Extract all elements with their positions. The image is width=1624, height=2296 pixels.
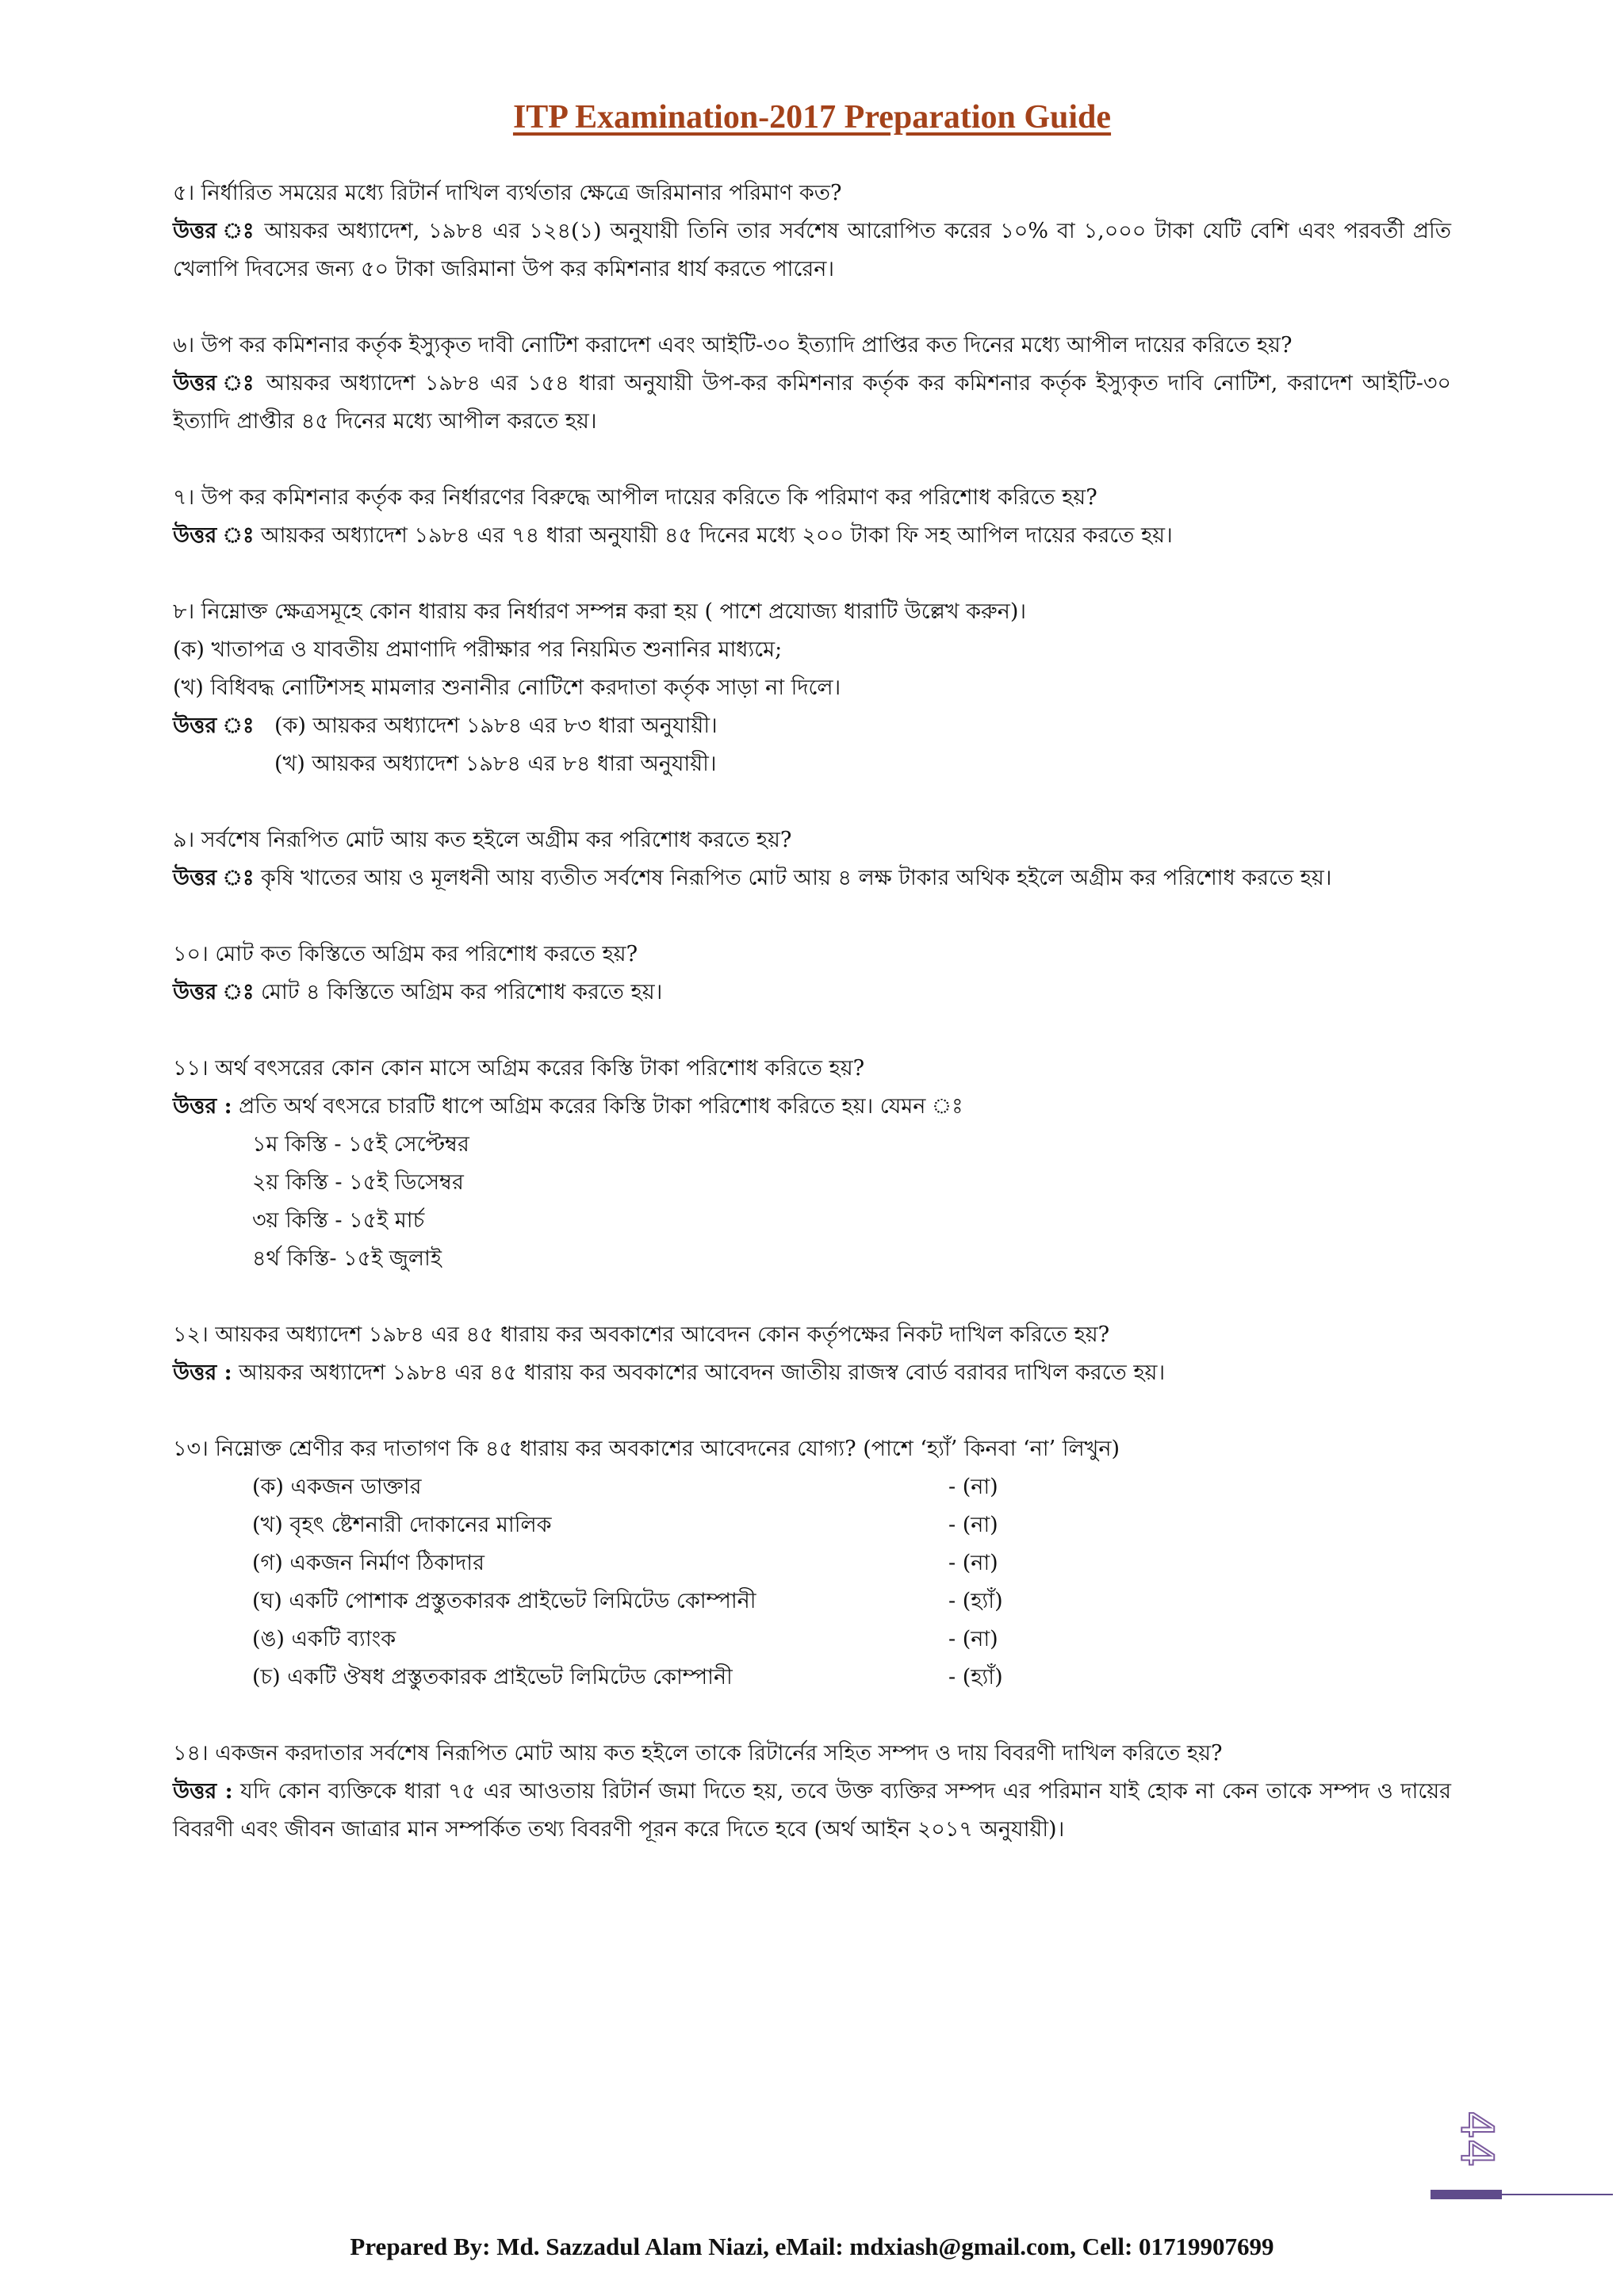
case-a: (ক) খাতাপত্র ও যাবতীয় প্রমাণাদি পরীক্ষার পর নিয়মিত শুনানির মাধ্যমে; (173, 637, 783, 662)
answer-text (173, 1088, 1451, 1126)
answer-body: যদি কোন ব্যক্তিকে ধারা ৭৫ এর আওতায় রিটার্ন জমা দিতে হয়, তবে উক্ত ব্যক্তির সম্পদ এর পরিমান যাই হোক না কেন তাকে সম্পদ ও দায়ের বিবরণী এবং জীবন জাত্রার মান সম্পর্কিত তথ্য বিবরণী পূরন করে দিতে হবে (অর্থ আইন ২০১৭ অনুযায়ী)। (173, 1779, 1451, 1842)
question-8 (173, 593, 1451, 783)
answer-body: প্রতি অর্থ বৎসরে চারটি ধাপে অগ্রিম করের কিস্তি টাকা পরিশোধ করিতে হয়। যেমন ঃ (239, 1094, 963, 1119)
page-number (1451, 2110, 1503, 2168)
answer-text (173, 859, 1451, 897)
installment-list (173, 1126, 1451, 1278)
question-7 (173, 479, 1451, 555)
answer-a: (ক) আয়কর অধ্যাদেশ ১৯৮৪ এর ৮৩ ধারা অনুযায়ী। (274, 714, 718, 738)
question-14 (173, 1735, 1451, 1849)
answer-text (173, 974, 1451, 1012)
answer-text (173, 517, 1451, 555)
option-label: (খ) বৃহৎ ষ্টেশনারী দোকানের মালিক (252, 1513, 552, 1537)
page-number-text: 44 (1451, 2110, 1503, 2168)
question-12 (173, 1316, 1451, 1392)
list-item: ২য় কিস্তি - ১৫ই ডিসেম্বর (252, 1170, 464, 1195)
list-item: ১ম কিস্তি - ১৫ই সেপ্টেম্বর (252, 1132, 469, 1157)
list-item (252, 1582, 1451, 1621)
question-text: ৫। নির্ধারিত সময়ের মধ্যে রিটার্ন দাখিল ব্যর্থতার ক্ষেত্রে জরিমানার পরিমাণ কত? (173, 181, 842, 205)
option-result: - (না) (948, 1551, 998, 1575)
question-text: ৭। উপ কর কমিশনার কর্তৃক কর নির্ধারণের বিরুদ্ধে আপীল দায়ের করিতে কি পরিমাণ কর পরিশোধ করিতে হয়? (173, 485, 1097, 510)
case-b: (খ) বিধিবদ্ধ নোটিশসহ মামলার শুনানীর নোটিশে করদাতা কর্তৃক সাড়া না দিলে। (173, 675, 841, 700)
page-title: ITP Examination-2017 Preparation Guide (512, 99, 1112, 136)
option-list (173, 1468, 1451, 1697)
answer-text (173, 1773, 1451, 1849)
question-text: ১১। অর্থ বৎসরের কোন কোন মাসে অগ্রিম করের কিস্তি টাকা পরিশোধ করিতে হয়? (173, 1056, 865, 1081)
question-text: ৯। সর্বশেষ নিরূপিত মোট আয় কত হইলে অগ্রীম কর পরিশোধ করতে হয়? (173, 828, 792, 852)
answer-text (173, 707, 1451, 745)
question-5 (173, 174, 1451, 289)
answer-text (173, 365, 1451, 441)
answer-label: উত্তর : (173, 1360, 232, 1385)
question-9 (173, 821, 1451, 897)
answer-body: আয়কর অধ্যাদেশ, ১৯৮৪ এর ১২৪(১) অনুযায়ী তিনি তার সর্বশেষ আরোপিত করের ১০% বা ১,০০০ টাকা যেটি বেশি এবং পরবর্তী প্রতি খেলাপি দিবসের জন্য ৫০ টাকা জরিমানা উপ কর কমিশনার ধার্য করতে পারেন। (173, 219, 1451, 281)
list-item (252, 1621, 1451, 1659)
footer-accent-bar (1431, 2190, 1502, 2199)
answer-text (173, 212, 1451, 289)
option-result: - (হ্যাঁ) (948, 1665, 1003, 1689)
list-item: ৩য় কিস্তি - ১৫ই মার্চ (252, 1208, 425, 1233)
question-13 (173, 1430, 1451, 1697)
list-item (252, 1544, 1451, 1582)
answer-label: উত্তর ঃ (173, 219, 256, 243)
option-result: - (না) (948, 1513, 998, 1537)
list-item (252, 1468, 1451, 1506)
option-result: - (হ্যাঁ) (948, 1589, 1003, 1613)
answer-label: উত্তর : (173, 1094, 232, 1119)
answer-body: মোট ৪ কিস্তিতে অগ্রিম কর পরিশোধ করতে হয়। (260, 980, 663, 1004)
question-11 (173, 1050, 1451, 1278)
option-label: (চ) একটি ঔষধ প্রস্তুতকারক প্রাইভেট লিমিটেড কোম্পানী (252, 1665, 733, 1689)
question-10 (173, 936, 1451, 1012)
answer-b: (খ) আয়কর অধ্যাদেশ ১৯৮৪ এর ৮৪ ধারা অনুযায়ী। (274, 752, 717, 776)
answer-body: আয়কর অধ্যাদেশ ১৯৮৪ এর ৭৪ ধারা অনুযায়ী ৪৫ দিনের মধ্যে ২০০ টাকা ফি সহ আপিল দায়ের করতে হয়। (260, 523, 1173, 548)
footer-credit: Prepared By: Md. Sazzadul Alam Niazi, eMail: mdxiash@gmail.com, Cell: 01719907699 (350, 2233, 1274, 2260)
question-text: ১৪। একজন করদাতার সর্বশেষ নিরূপিত মোট আয় কত হইলে তাকে রিটার্নের সহিত সম্পদ ও দায় বিবরণী দাখিল করিতে হয়? (173, 1741, 1223, 1766)
list-item (252, 1506, 1451, 1544)
answer-body: আয়কর অধ্যাদেশ ১৯৮৪ এর ৪৫ ধারায় কর অবকাশের আবেদন জাতীয় রাজস্ব বোর্ড বরাবর দাখিল করতে হয়। (239, 1360, 1166, 1385)
qa-content (173, 174, 1451, 1887)
answer-label: উত্তর : (173, 1779, 233, 1804)
answer-body: কৃষি খাতের আয় ও মূলধনী আয় ব্যতীত সর্বশেষ নিরূপিত মোট আয় ৪ লক্ষ টাকার অথিক হইলে অগ্রীম কর পরিশোধ করতে হয়। (260, 866, 1332, 890)
question-6 (173, 327, 1451, 441)
answer-label: উত্তর ঃ (173, 523, 255, 548)
option-result: - (না) (948, 1475, 998, 1499)
list-item: ৪র্থ কিস্তি- ১৫ই জুলাই (252, 1246, 442, 1271)
question-text: ১৩। নিম্নোক্ত শ্রেণীর কর দাতাগণ কি ৪৫ ধারায় কর অবকাশের আবেদনের যোগ্য? (পাশে ‘হ্যাঁ’ কিনবা ‘না’ লিখুন) (173, 1437, 1120, 1461)
question-text: ৮। নিম্নোক্ত ক্ষেত্রসমূহে কোন ধারায় কর নির্ধারণ সম্পন্ন করা হয় ( পাশে প্রযোজ্য ধারাটি উল্লেখ করুন)। (173, 599, 1027, 624)
question-text: ১২। আয়কর অধ্যাদেশ ১৯৮৪ এর ৪৫ ধারায় কর অবকাশের আবেদন কোন কর্তৃপক্ষের নিকট দাখিল করিতে হয়? (173, 1322, 1110, 1347)
answer-text (173, 1354, 1451, 1392)
answer-label: উত্তর ঃ (173, 980, 255, 1004)
answer-label: উত্তর ঃ (173, 371, 257, 396)
option-label: (ক) একজন ডাক্তার (252, 1475, 422, 1499)
option-result: - (না) (948, 1627, 998, 1651)
question-text: ৬। উপ কর কমিশনার কর্তৃক ইস্যুকৃত দাবী নোটিশ করাদেশ এবং আইটি-৩০ ইত্যাদি প্রাপ্তির কত দিনের মধ্যে আপীল দায়ের করিতে হয়? (173, 333, 1293, 358)
option-label: (ঘ) একটি পোশাক প্রস্তুতকারক প্রাইভেট লিমিটেড কোম্পানী (252, 1589, 756, 1613)
answer-body: আয়কর অধ্যাদেশ ১৯৮৪ এর ১৫৪ ধারা অনুযায়ী উপ-কর কমিশনার কর্তৃক কর কমিশনার কর্তৃক ইস্যুকৃত দাবি নোটিশ, করাদেশ আইটি-৩০ ইত্যাদি প্রাপ্তীর ৪৫ দিনের মধ্যে আপীল করতে হয়। (173, 371, 1451, 434)
question-text: ১০। মোট কত কিস্তিতে অগ্রিম কর পরিশোধ করতে হয়? (173, 942, 638, 966)
list-item (252, 1659, 1451, 1697)
answer-label: উত্তর ঃ (173, 866, 255, 890)
option-label: (গ) একজন নির্মাণ ঠিকাদার (252, 1551, 485, 1575)
footer-rule (1502, 2194, 1613, 2195)
answer-label: উত্তর ঃ (173, 714, 255, 738)
option-label: (ঙ) একটি ব্যাংক (252, 1627, 396, 1651)
